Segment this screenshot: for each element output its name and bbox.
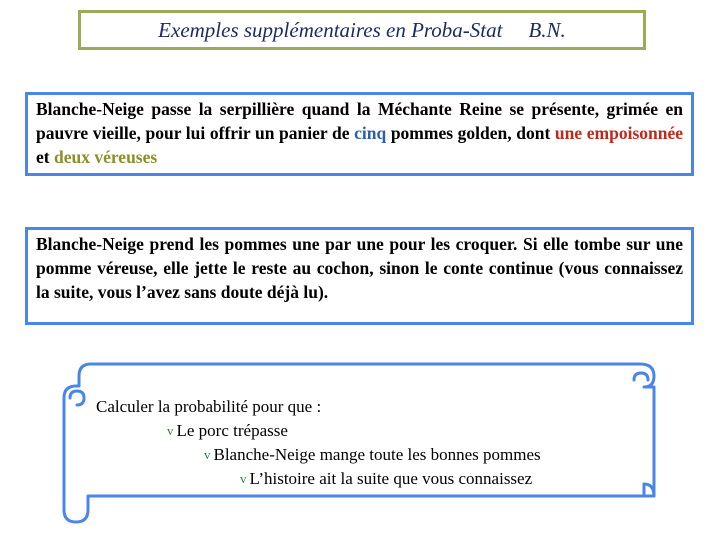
scroll-item-2 bbox=[204, 443, 541, 468]
rules-text: Blanche-Neige prend les pommes une par une pour les croquer. Si elle tombe sur une pomme véreuse, elle jette le reste au cochon, sinon le conte continue (vous connaissez la suite, vous l’avez sans doute déjà lu). bbox=[36, 234, 683, 302]
intro-text-part1: Blanche-Neige passe la serpillière quand la Méchante Reine se présente, grimée en pauvre vieille, pour lui offrir un panier de bbox=[36, 99, 683, 143]
scroll-item-1-text: Le porc trépasse bbox=[176, 421, 288, 440]
scroll-heading: Calculer la probabilité pour que : bbox=[96, 397, 322, 416]
intro-text-part2: pommes golden, dont bbox=[386, 123, 555, 143]
intro-text-part3: et bbox=[36, 147, 54, 167]
highlight-une-empoisonnee: une empoisonnée bbox=[554, 123, 684, 143]
highlight-deux-vereuses: deux véreuses bbox=[53, 147, 158, 167]
diamond-bullet-icon: v bbox=[204, 447, 211, 462]
diamond-bullet-icon: v bbox=[240, 471, 247, 486]
scroll-item-3-text: L’histoire ait la suite que vous connaissez bbox=[249, 469, 533, 488]
scroll-item-1 bbox=[167, 419, 288, 444]
scroll-item-3 bbox=[240, 467, 532, 492]
scroll-item-2-text: Blanche-Neige mange toute les bonnes pommes bbox=[213, 445, 541, 464]
highlight-cinq: cinq bbox=[354, 123, 387, 143]
diamond-bullet-icon: v bbox=[167, 423, 174, 438]
author-initials: B.N. bbox=[528, 17, 566, 42]
page-title: Exemples supplémentaires en Proba-Stat bbox=[158, 17, 503, 42]
